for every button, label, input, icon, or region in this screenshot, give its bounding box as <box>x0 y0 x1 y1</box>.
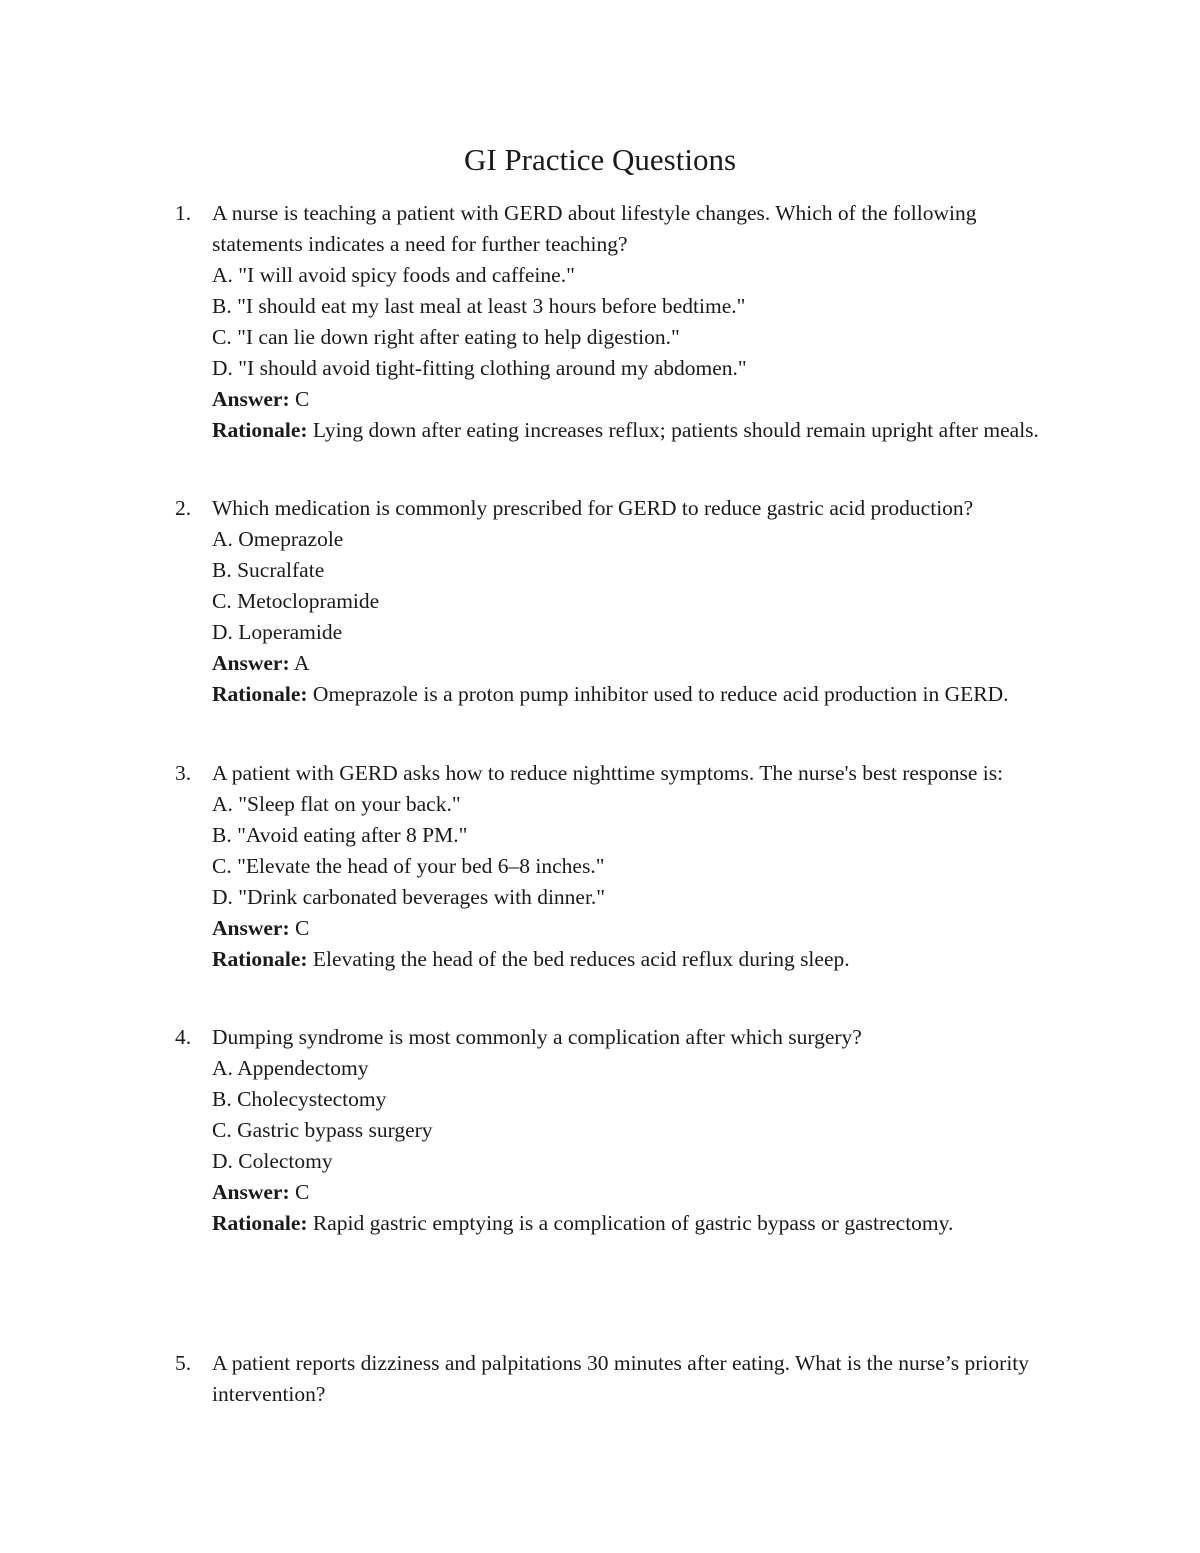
answer-line <box>212 384 1060 415</box>
answer-label: Answer: <box>212 1180 290 1204</box>
question-stem: A patient reports dizziness and palpitations 30 minutes after eating. What is the nurse’s priority intervention? <box>212 1351 1030 1406</box>
rationale-label: Rationale: <box>212 418 308 442</box>
option-d: D. Colectomy <box>212 1149 333 1173</box>
rationale-line <box>212 679 1060 710</box>
option-a: A. Appendectomy <box>212 1056 369 1080</box>
question-number: 4. <box>175 1025 192 1049</box>
answer-label: Answer: <box>212 651 290 675</box>
option-a: A. "Sleep flat on your back." <box>212 792 461 816</box>
answer-label: Answer: <box>212 916 290 940</box>
question-number: 2. <box>175 496 192 520</box>
option-a: A. "I will avoid spicy foods and caffeine." <box>212 263 575 287</box>
option-d: D. "I should avoid tight-fitting clothing around my abdomen." <box>212 356 747 380</box>
question-5 <box>160 1348 1060 1410</box>
rationale-line <box>212 415 1060 446</box>
answer-value: A <box>293 651 310 675</box>
rationale-text: Omeprazole is a proton pump inhibitor used to reduce acid production in GERD. <box>312 682 1009 706</box>
rationale-text: Elevating the head of the bed reduces acid reflux during sleep. <box>312 947 850 971</box>
question-number: 3. <box>175 761 192 785</box>
question-stem: Dumping syndrome is most commonly a complication after which surgery? <box>212 1025 862 1049</box>
question-2 <box>160 493 1060 710</box>
answer-value: C <box>295 916 310 940</box>
rationale-line <box>212 1208 1060 1239</box>
question-4 <box>160 1022 1060 1239</box>
rationale-label: Rationale: <box>212 682 308 706</box>
rationale-text: Lying down after eating increases reflux; patients should remain upright after meals. <box>312 418 1039 442</box>
rationale-label: Rationale: <box>212 947 308 971</box>
answer-line <box>212 913 1060 944</box>
question-3 <box>160 758 1060 975</box>
question-number: 5. <box>175 1351 192 1375</box>
option-c: C. Gastric bypass surgery <box>212 1118 433 1142</box>
rationale-label: Rationale: <box>212 1211 308 1235</box>
option-a: A. Omeprazole <box>212 527 344 551</box>
answer-line <box>212 1177 1060 1208</box>
rationale-line <box>212 944 1060 975</box>
answer-value: C <box>295 1180 310 1204</box>
question-stem: A nurse is teaching a patient with GERD about lifestyle changes. Which of the following statements indicates a need for further teaching? <box>212 201 977 256</box>
answer-value: C <box>295 387 310 411</box>
option-d: D. Loperamide <box>212 620 343 644</box>
answer-label: Answer: <box>212 387 290 411</box>
question-stem: Which medication is commonly prescribed for GERD to reduce gastric acid production? <box>212 496 974 520</box>
option-b: B. "I should eat my last meal at least 3 hours before bedtime." <box>212 294 746 318</box>
option-b: B. Sucralfate <box>212 558 325 582</box>
question-stem: A patient with GERD asks how to reduce nighttime symptoms. The nurse's best response is: <box>212 761 1004 785</box>
option-c: C. "Elevate the head of your bed 6–8 inches." <box>212 854 605 878</box>
question-number: 1. <box>175 201 192 225</box>
option-b: B. "Avoid eating after 8 PM." <box>212 823 468 847</box>
rationale-text: Rapid gastric emptying is a complication of gastric bypass or gastrectomy. <box>312 1211 954 1235</box>
option-c: C. "I can lie down right after eating to help digestion." <box>212 325 680 349</box>
option-b: B. Cholecystectomy <box>212 1087 387 1111</box>
option-c: C. Metoclopramide <box>212 589 380 613</box>
option-d: D. "Drink carbonated beverages with dinner." <box>212 885 606 909</box>
question-1 <box>160 198 1060 446</box>
answer-line <box>212 648 1060 679</box>
page-title: GI Practice Questions <box>463 142 737 177</box>
